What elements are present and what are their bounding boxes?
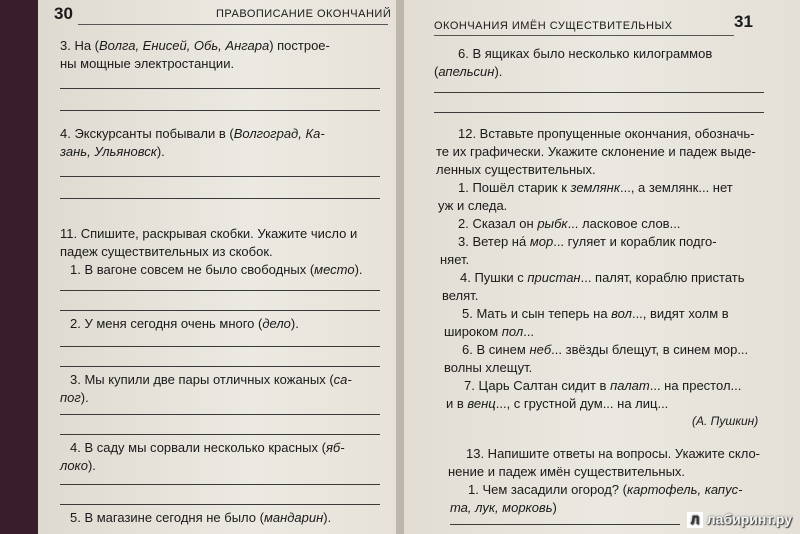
- poem-line: велят.: [442, 288, 479, 303]
- exercise-item: 2. У меня сегодня очень много (дело).: [70, 316, 299, 331]
- running-header: ОКОНЧАНИЯ ИМЁН СУЩЕСТВИТЕЛЬНЫХ: [434, 20, 673, 32]
- author-signature: (А. Пушкин): [692, 414, 759, 428]
- writing-line: [434, 112, 764, 113]
- writing-line: [60, 88, 380, 89]
- exercise-item: 1. В вагоне совсем не было свободных (место).: [70, 262, 363, 277]
- poem-line: 3. Ветер на́ мор... гуляет и кораблик подго-: [458, 234, 717, 249]
- exercise-text: зань, Ульяновск).: [60, 144, 165, 159]
- exercise-text: 4. Экскурсанты побывали в (Волгоград, Ка-: [60, 126, 325, 141]
- writing-line: [60, 290, 380, 291]
- exercise-item: 1. Чем засадили огород? (картофель, капус-: [468, 482, 743, 497]
- exercise-item: локо).: [60, 458, 96, 473]
- left-page: [38, 0, 396, 534]
- exercise-item: 3. Мы купили две пары отличных кожаных (са-: [70, 372, 352, 387]
- poem-line: широком пол...: [444, 324, 535, 339]
- exercise-item: та, лук, морковь): [450, 500, 557, 515]
- writing-line: [60, 110, 380, 111]
- writing-line: [60, 366, 380, 367]
- writing-line: [60, 198, 380, 199]
- exercise-text: ленных существительных.: [436, 162, 596, 177]
- exercise-text: те их графически. Укажите склонение и падеж выде-: [436, 144, 756, 159]
- writing-line: [434, 92, 764, 93]
- exercise-text: падеж существительных из скобок.: [60, 244, 273, 259]
- writing-line: [450, 524, 680, 525]
- poem-line: 7. Царь Салтан сидит в палат... на престол...: [464, 378, 742, 393]
- header-rule: [434, 35, 734, 36]
- running-header: ПРАВОПИСАНИЕ ОКОНЧАНИЙ: [216, 8, 392, 20]
- poem-line: 5. Мать и сын теперь на вол..., видят холм в: [462, 306, 729, 321]
- exercise-text: 11. Спишите, раскрывая скобки. Укажите число и: [60, 226, 358, 241]
- writing-line: [60, 504, 380, 505]
- writing-line: [60, 434, 380, 435]
- writing-line: [60, 414, 380, 415]
- writing-line: [60, 176, 380, 177]
- poem-line: 1. Пошёл старик к землянк..., а землянк... нет: [458, 180, 733, 195]
- poem-line: 2. Сказал он рыбк... ласковое слов...: [458, 216, 681, 231]
- writing-line: [60, 484, 380, 485]
- poem-line: 6. В синем неб... звёзды блещут, в синем мор...: [462, 342, 749, 357]
- writing-line: [60, 310, 380, 311]
- exercise-item: пог).: [60, 390, 89, 405]
- writing-line: [60, 346, 380, 347]
- book-gutter: [396, 0, 404, 534]
- watermark: Л лабиринт.ру: [687, 511, 792, 528]
- header-rule: [78, 24, 388, 25]
- exercise-text: 3. На (Волга, Енисей, Обь, Ангара) построе-: [60, 38, 330, 53]
- exercise-item: 4. В саду мы сорвали несколько красных (яб-: [70, 440, 345, 455]
- poem-line: няет.: [440, 252, 470, 267]
- right-page: [404, 0, 800, 534]
- exercise-text: 13. Напишите ответы на вопросы. Укажите скло-: [466, 446, 760, 461]
- exercise-text: 12. Вставьте пропущенные окончания, обозначь-: [458, 126, 755, 141]
- exercise-item: 5. В магазине сегодня не было (мандарин).: [70, 510, 332, 525]
- page-number: 30: [54, 4, 73, 23]
- exercise-text: (апельсин).: [434, 64, 503, 79]
- exercise-text: 6. В ящиках было несколько килограммов: [458, 46, 713, 61]
- poem-line: 4. Пушки с пристан... палят, кораблю пристать: [460, 270, 745, 285]
- poem-line: уж и следа.: [438, 198, 508, 213]
- page-number: 31: [734, 12, 753, 31]
- poem-line: волны хлещут.: [444, 360, 533, 375]
- poem-line: и в венц..., с грустной дум... на лиц...: [446, 396, 669, 411]
- exercise-text: ны мощные электростанции.: [60, 56, 235, 71]
- labirint-logo-icon: Л: [687, 512, 703, 528]
- exercise-text: нение и падеж имён существительных.: [448, 464, 686, 479]
